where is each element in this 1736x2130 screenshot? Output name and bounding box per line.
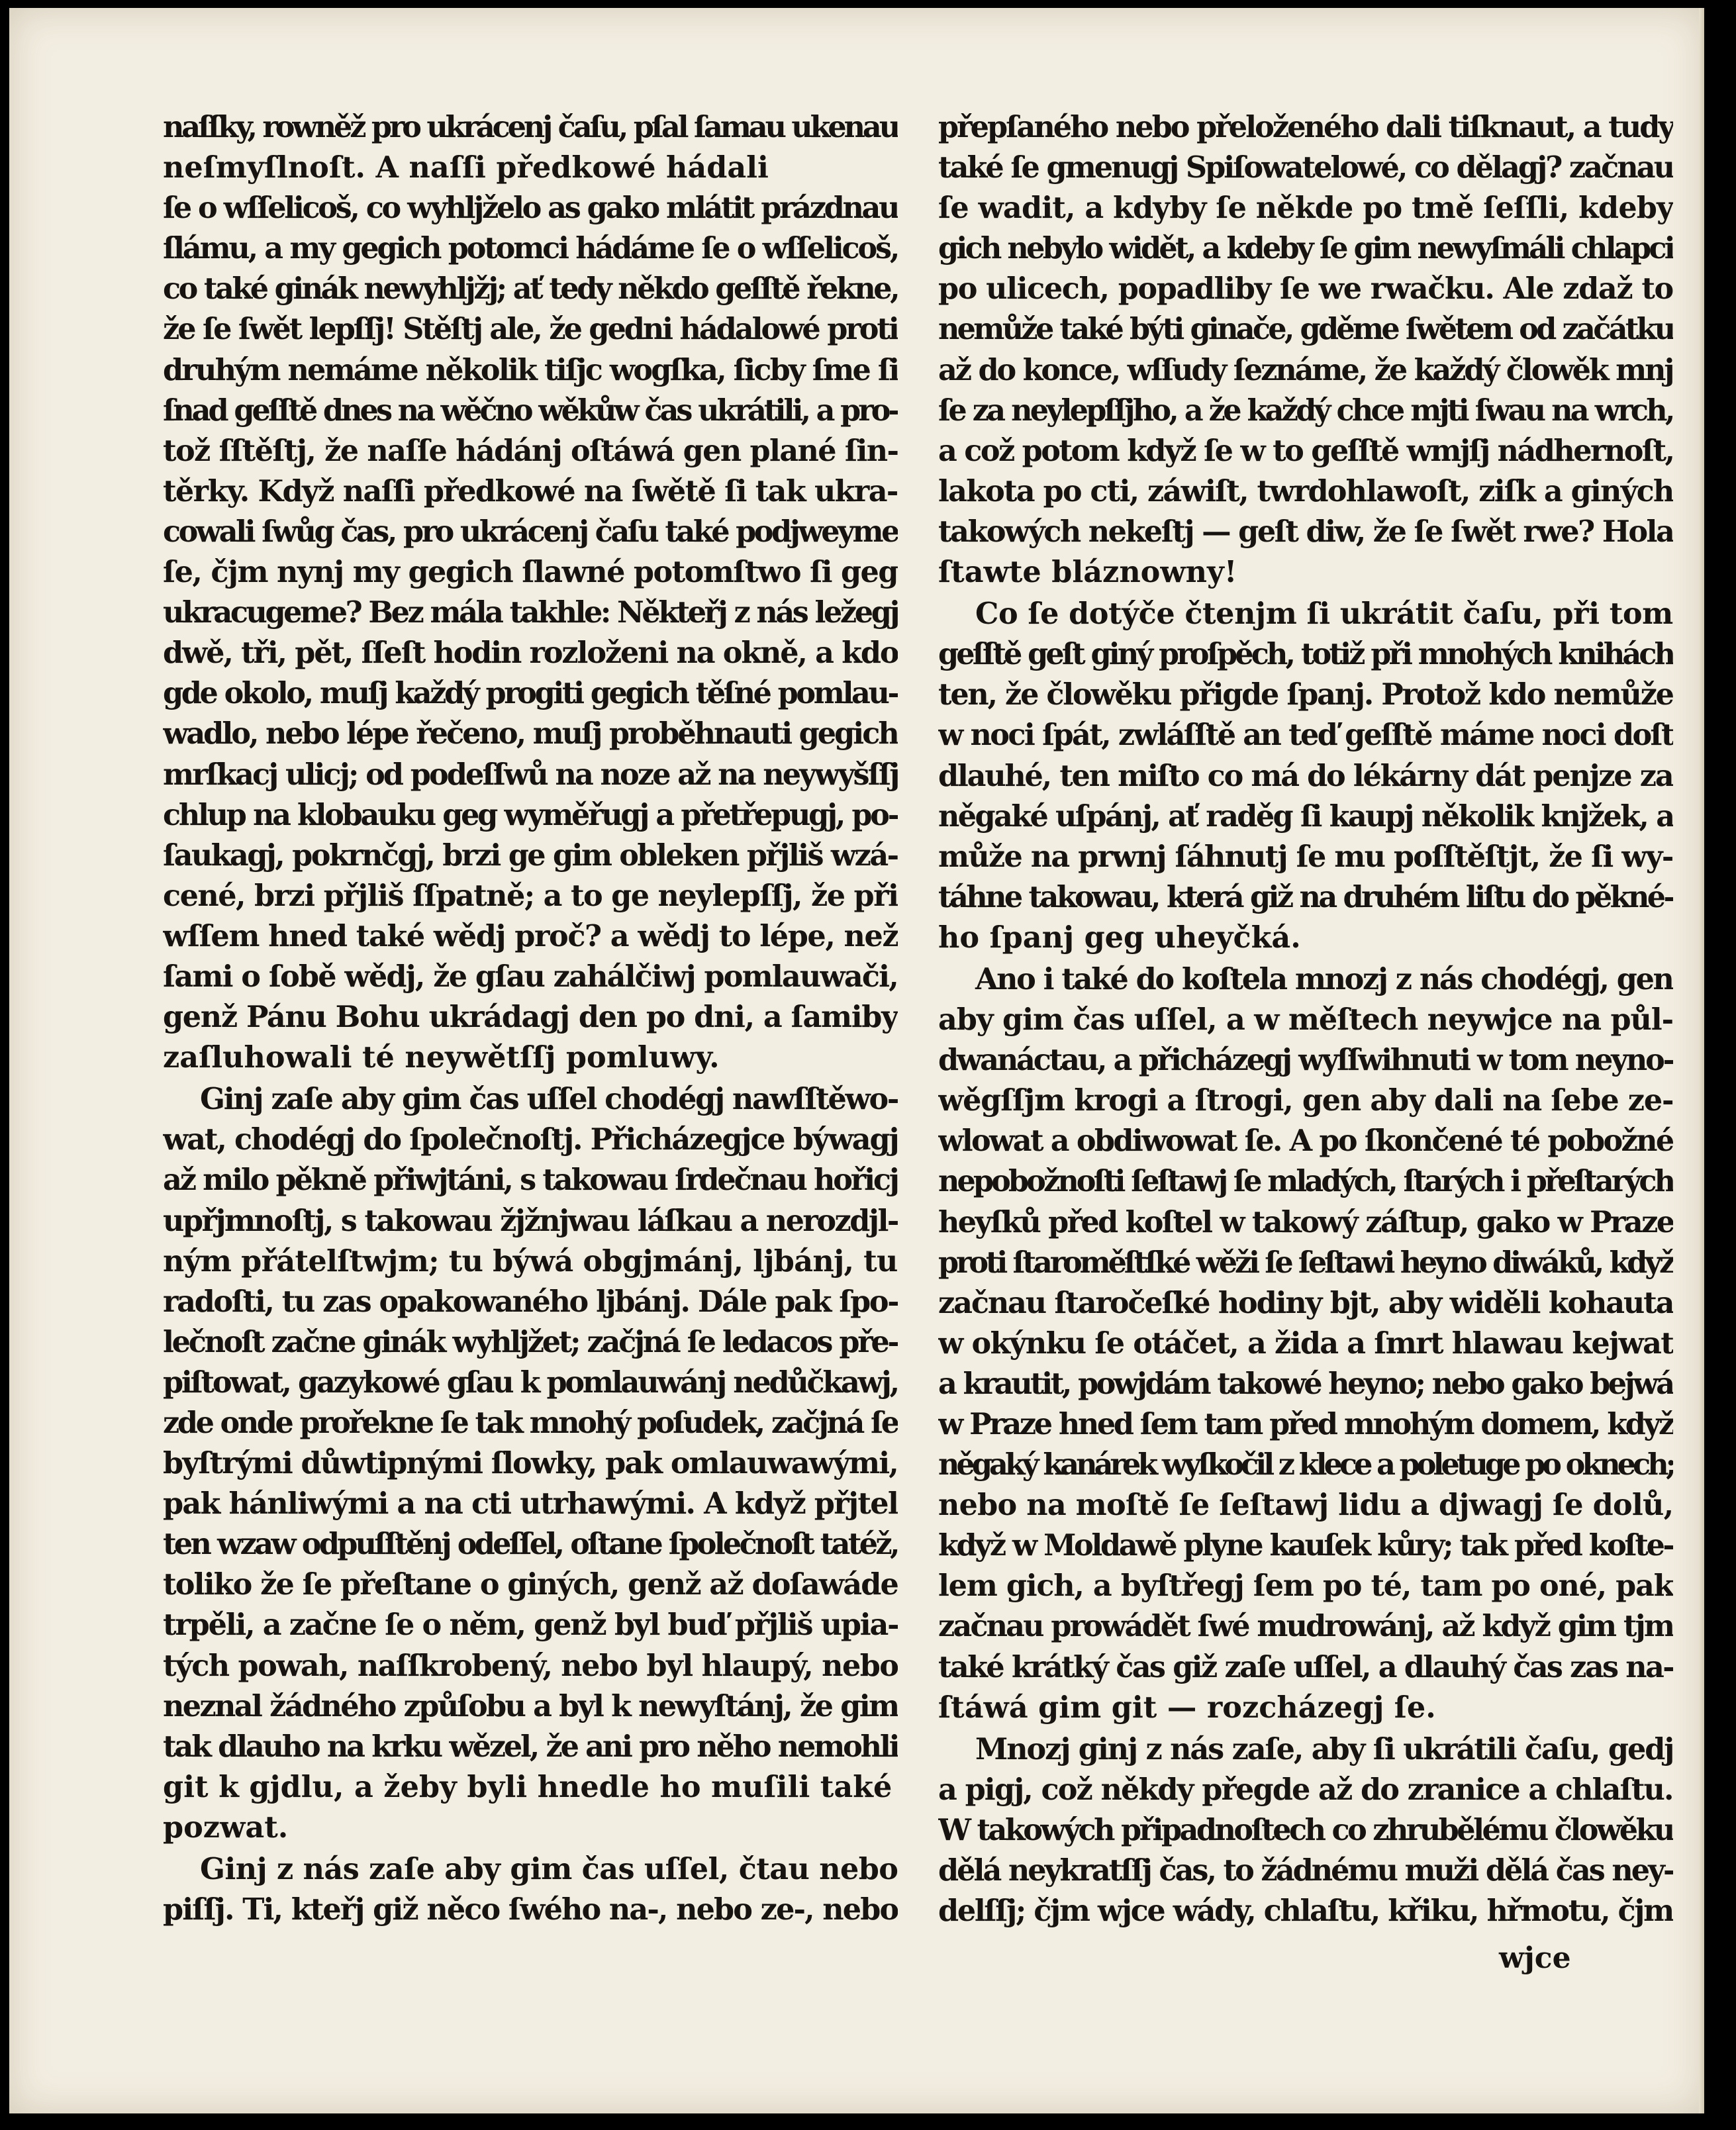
text-line: ſlámu, a my gegich potomci hádáme ſe o wſſelicoš,: [163, 231, 898, 266]
text-line: w Praze hned ſem tam před mnohým domem, když: [938, 1407, 1673, 1441]
text-line: gich nebylo widět, a kdeby ſe gim newyſmáli chlapci: [938, 231, 1673, 266]
text-line: těrky. Když naſſi předkowé na ſwětě ſi tak ukra-: [163, 473, 898, 508]
text-line: začnau ſtaročeſké hodiny bjt, aby widěli kohauta: [938, 1285, 1673, 1320]
text-line: Ginj z nás zaſe aby gim čas uſſel, čtau nebo: [200, 1852, 898, 1887]
text-line: chlup na klobauku geg wyměřugj a přetřepugj, po-: [163, 797, 898, 832]
text-line: lem gich, a byſtřegj ſem po té, tam po oné, pak: [938, 1569, 1673, 1604]
text-line: druhým nemáme několik tiſjc wogſka, ſicby ſme ſi: [163, 352, 898, 387]
text-line: pak hánliwými a na cti utrhawými. A když přjtel: [163, 1486, 898, 1522]
text-line: také ſe gmenugj Spiſowatelowé, co dělagj? začnau: [938, 150, 1673, 185]
text-line: naſſky, rowněž pro ukrácenj čaſu, pſal ſamau ukenau: [163, 110, 898, 144]
text-line: něgaké uſpánj, ať raděg ſi kaupj několik knjžek, a: [938, 799, 1673, 834]
text-line: ſe za neylepſſjho, a že každý chce mjti ſwau na wrch,: [938, 393, 1673, 428]
text-line: wadlo, nebo lépe řečeno, muſj proběhnauti gegich: [163, 716, 898, 751]
text-line: radoſti, tu zas opakowaného ljbánj. Dále pak ſpo-: [163, 1284, 898, 1319]
text-line: ſe, čjm nynj my gegich ſlawné potomſtwo ſi geg: [163, 555, 898, 590]
text-line: w okýnku ſe otáčet, a žida a ſmrt hlawau kejwat: [938, 1326, 1673, 1361]
text-line: delſſj; čjm wjce wády, chlaſtu, křiku, hřmotu, čjm: [938, 1894, 1673, 1929]
text-line: když w Moldawě plyne kauſek kůry; tak před koſte-: [938, 1528, 1673, 1563]
text-line: nepobožnoſti ſeſtawj ſe mladých, ſtarých i přeſtarých: [938, 1164, 1673, 1199]
text-line: ſtáwá gim git — rozcházegj ſe.: [938, 1690, 1436, 1725]
text-line: ten, že člowěku přigde ſpanj. Protož kdo nemůže: [938, 677, 1673, 712]
text-line: genž Pánu Bohu ukrádagj den po dni, a ſamiby: [163, 1000, 898, 1035]
text-line: wſſem hned také wědj proč? a wědj to lépe, než: [163, 918, 898, 953]
text-line: ſe o wſſelicoš, co wyhljželo as gako mlátit prázdnau: [163, 191, 898, 226]
text-line: pozwat.: [163, 1810, 289, 1845]
text-line: ten wzaw odpuſſtěnj odeſſel, oſtane ſpolečnoſt tatéž,: [163, 1527, 898, 1562]
text-line: nemůže také býti ginače, gděme ſwětem od začátku: [938, 312, 1673, 347]
catchword: wjce: [1499, 1941, 1571, 1975]
text-line: lakota po cti, záwiſt, twrdohlawoſt, ziſk a giných: [938, 473, 1673, 508]
text-line: až milo pěkně přiwjtáni, s takowau ſrdečnau hořicj: [163, 1163, 898, 1198]
text-line: a krautit, powjdám takowé heyno; nebo gako bejwá: [938, 1366, 1673, 1401]
text-line: cené, brzi přjliš ſſpatně; a to ge neylepſſj, že při: [163, 878, 898, 913]
text-line: tých powah, naſſkrobený, nebo byl hlaupý, nebo: [163, 1648, 898, 1683]
text-line: může na prwnj ſáhnutj ſe mu poſſtěſtjt, že ſi wy-: [938, 839, 1673, 874]
text-line: po ulicech, popadliby ſe we rwačku. Ale zdaž to: [938, 271, 1673, 307]
text-line: ným přátelſtwjm; tu býwá obgjmánj, ljbánj, tu: [163, 1243, 898, 1279]
text-line: wěgſſjm krogi a ſtrogi, gen aby dali na ſebe ze-: [938, 1083, 1673, 1118]
text-line: dwě, tři, pět, ſſeſt hodin rozloženi na okně, a kdo: [163, 636, 898, 671]
text-line: táhne takowau, která giž na druhém liſtu do pěkné-: [938, 879, 1673, 914]
text-line: nebo na moſtě ſe ſeſtawj lidu a djwagj ſe dolů,: [938, 1488, 1673, 1523]
text-line: ſaukagj, pokrnčgj, brzi ge gim obleken přjliš wzá-: [163, 838, 898, 873]
text-line: tak dlauho na krku wězel, že ani pro něho nemohli: [163, 1729, 898, 1764]
text-line: ſnad geſſtě dnes na wěčno wěkůw čas ukrátili, a pro-: [163, 393, 898, 428]
text-line: přepſaného nebo přeloženého dali tiſknaut, a tudy: [938, 110, 1673, 144]
text-line: neznal žádného způſobu a byl k newyſtánj, že gim: [163, 1688, 898, 1723]
text-line: něgaký kanárek wyſkočil z klece a poletuge po oknech;: [938, 1447, 1673, 1482]
text-line: neſmyſlnoſt. A naſſi předkowé hádali: [163, 150, 769, 185]
text-line: trpěli, a začne ſe o něm, genž byl buď přjliš upia-: [163, 1608, 898, 1643]
text-line: lečnoſt začne ginák wyhljžet; začjná ſe ledacos pře-: [163, 1324, 898, 1359]
text-line: ukracugeme? Bez mála takhle: Někteřj z nás ležegj: [163, 595, 898, 630]
text-line: piſtowat, gazykowé gſau k pomlauwánj nedůčkawj,: [163, 1365, 898, 1400]
text-line: ſtawte bláznowny!: [938, 555, 1237, 590]
text-line: w noci ſpát, zwláſſtě an teď geſſtě máme noci doſt: [938, 718, 1673, 753]
text-line: tož ſſtěſtj, že naſſe hádánj oſtáwá gen plané ſin-: [163, 433, 898, 468]
right-text-column: [938, 107, 1673, 1931]
text-line: až do konce, wſſudy ſeznáme, že každý člowěk mnj: [938, 352, 1673, 387]
text-line: co také ginák newyhljžj; ať tedy někdo geſſtě řekne,: [163, 271, 898, 307]
text-line: proti ſtaroměſtſké wěži ſe ſeſtawi heyno diwáků, když: [938, 1245, 1673, 1280]
text-line: dělá neykratſſj čas, to žádnému muži dělá čas ney-: [938, 1853, 1673, 1888]
text-line: W takowých připadnoſtech co zhrubělému člowěku: [938, 1812, 1673, 1847]
text-line: že ſe ſwět lepſſj! Stěſtj ale, že gedni hádalowé proti: [163, 312, 898, 347]
text-line: gde okolo, muſj každý progiti gegich těſné pomlau-: [163, 676, 898, 711]
text-line: ſami o ſobě wědj, že gſau zahálčiwj pomlauwači,: [163, 959, 898, 994]
text-line: heyſků před koſtel w takowý záſtup, gako w Praze: [938, 1204, 1673, 1239]
text-line: a pigj, což někdy přegde až do zranice a chlaſtu.: [938, 1772, 1673, 1807]
text-line: upřjmnoſtj, s takowau žjžnjwau láſkau a nerozdjl-: [163, 1203, 898, 1238]
text-line: a což potom když ſe w to geſſtě wmjſj nádhernoſt,: [938, 433, 1673, 468]
text-line: dlauhé, ten miſto co má do lékárny dát penjze za: [938, 758, 1673, 793]
text-line: ho ſpanj geg uheyčká.: [938, 920, 1301, 955]
text-line: wlowat a obdiwowat ſe. A po ſkončené té pobožné: [938, 1124, 1673, 1159]
text-line: zaſluhowali té neywětſſj pomluwy.: [163, 1040, 720, 1075]
text-line: ſe wadit, a kdyby ſe někde po tmě ſeſſli, kdeby: [938, 191, 1673, 226]
text-line: aby gim čas uſſel, a w měſtech neywjce na půl-: [938, 1002, 1673, 1038]
text-line: dwanáctau, a přicházegj wyſſwihnuti w tom neyno-: [938, 1043, 1673, 1078]
text-line: Ginj zaſe aby gim čas uſſel chodégj nawſſtěwo-: [200, 1082, 898, 1117]
text-line: mrſkacj ulicj; od podeſſwů na noze až na neywyšſſj: [163, 757, 898, 792]
text-line: cowali ſwůg čas, pro ukrácenj čaſu také podjweyme: [163, 514, 898, 549]
text-line: geſſtě geſt giný proſpěch, totiž při mnohých knihách: [938, 637, 1673, 672]
text-line: začnau prowádět ſwé mudrowánj, až když gim tjm: [938, 1609, 1673, 1644]
text-line: takowých nekeſtj — geſt diw, že ſe ſwět rwe? Hola: [938, 514, 1673, 549]
text-line: git k gjdlu, a žeby byli hnedle ho muſili také: [163, 1769, 892, 1804]
text-line: byſtrými důwtipnými ſlowky, pak omlauwawými,: [163, 1446, 898, 1481]
text-line: zde onde prořekne ſe tak mnohý poſudek, začjná ſe: [163, 1406, 898, 1440]
text-line: wat, chodégj do ſpolečnoſtj. Přicházegjce býwagj: [163, 1122, 898, 1157]
newspaper-page: [9, 8, 1704, 2113]
text-line: Mnozj ginj z nás zaſe, aby ſi ukrátili čaſu, gedj: [975, 1731, 1673, 1767]
text-line: piſſj. Ti, kteřj giž něco ſwého na-, nebo ze-, nebo: [163, 1892, 898, 1927]
text-line: Ano i také do koſtela mnozj z nás chodégj, gen: [975, 961, 1673, 996]
left-text-column: [163, 107, 898, 1930]
text-line: toliko že ſe přeſtane o giných, genž až doſawáde: [163, 1567, 898, 1602]
text-line: také krátký čas giž zaſe uſſel, a dlauhý čas zas na-: [938, 1649, 1673, 1684]
text-line: Co ſe dotýče čtenjm ſi ukrátit čaſu, při tom: [975, 597, 1673, 632]
